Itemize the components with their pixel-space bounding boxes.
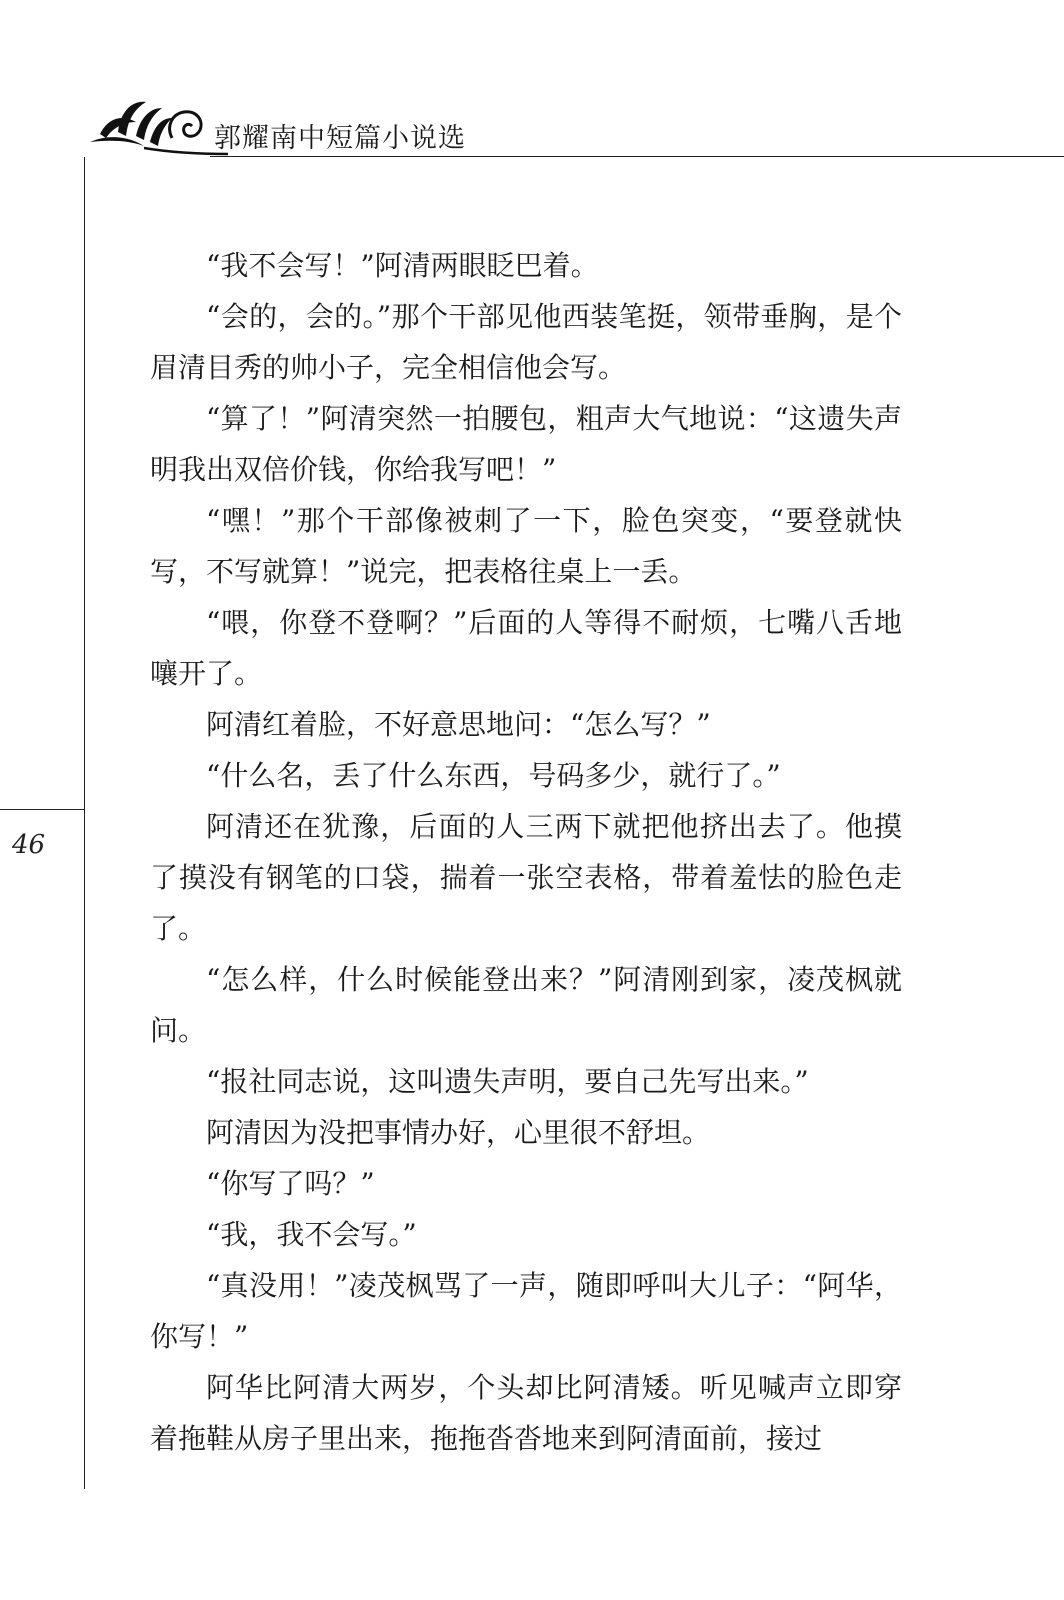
- left-margin-rule-lower: [84, 809, 85, 1489]
- paragraph: “真没用！”凌茂枫骂了一声，随即呼叫大儿子：“阿华，你写！”: [150, 1269, 902, 1353]
- paragraph: “我不会写！”阿清两眼眨巴着。: [206, 249, 599, 282]
- paragraph: “报社同志说，这叫遗失声明，要自己先写出来。”: [206, 1065, 809, 1098]
- paragraph: 阿清因为没把事情办好，心里很不舒坦。: [206, 1116, 711, 1149]
- scroll-ornament-icon: [88, 92, 228, 158]
- paragraph: 阿清红着脸，不好意思地问：“怎么写？”: [206, 708, 711, 741]
- page-number-rule: [0, 809, 85, 810]
- paragraph: “算了！”阿清突然一拍腰包，粗声大气地说：“这遗失声明我出双倍价钱，你给我写吧！”: [150, 402, 902, 486]
- page-number: 46: [12, 830, 46, 860]
- paragraph: “会的，会的。”那个干部见他西装笔挺，领带垂胸，是个眉清目秀的帅小子，完全相信他会写。: [150, 300, 902, 384]
- body-text: [150, 240, 902, 1464]
- paragraph: “怎么样，什么时候能登出来？”阿清刚到家，凌茂枫就问。: [150, 963, 902, 1047]
- paragraph: 阿清还在犹豫，后面的人三两下就把他挤出去了。他摸了摸没有钢笔的口袋，揣着一张空表格，带着羞怯的脸色走了。: [150, 810, 902, 945]
- header-rule: [210, 156, 1064, 157]
- paragraph: “你写了吗？”: [206, 1167, 375, 1200]
- paragraph: “嘿！”那个干部像被刺了一下，脸色突变，“要登就快写，不写就算！”说完，把表格往桌上一丢。: [150, 504, 902, 588]
- left-margin-rule-upper: [84, 157, 85, 809]
- paragraph: “我，我不会写。”: [206, 1218, 417, 1251]
- paragraph: 阿华比阿清大两岁，个头却比阿清矮。听见喊声立即穿着拖鞋从房子里出来，拖拖沓沓地来到阿清面前，接过: [150, 1371, 902, 1455]
- paragraph: “喂，你登不登啊？”后面的人等得不耐烦，七嘴八舌地嚷开了。: [150, 606, 902, 690]
- paragraph: “什么名，丢了什么东西，号码多少，就行了。”: [206, 759, 781, 792]
- running-title: 郭耀南中短篇小说选: [214, 123, 466, 154]
